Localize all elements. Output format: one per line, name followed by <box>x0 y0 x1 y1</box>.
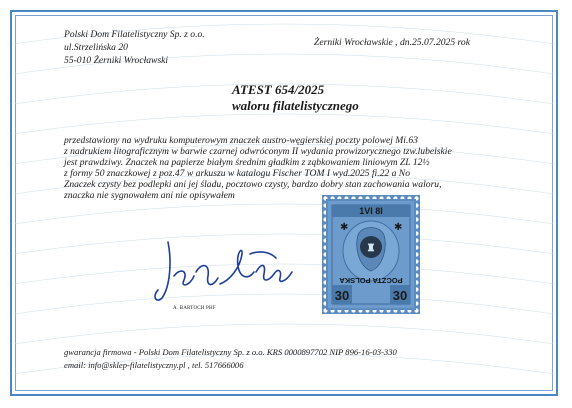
certificate-border <box>10 10 558 396</box>
footer-contact: email: info@sklep-filatelistyczny.pl , tel. 517666006 <box>64 360 244 370</box>
body-line: z nadrukiem litograficznym w barwie czarnej odwróconym II wydania prowizorycznego tzw.lubelskie <box>64 146 452 157</box>
signature-name-stamp: A. BARTOCH PHF <box>173 306 216 311</box>
svg-text:30: 30 <box>334 288 350 303</box>
footer-guarantee: gwarancja firmowa - Polski Dom Filatelistyczny Sp. z o.o. KRS 0000897702 NIP 896-16-03-330 <box>64 347 397 357</box>
certificate-subtitle: waloru filatelistycznego <box>232 98 359 113</box>
svg-text:✱: ✱ <box>340 222 349 233</box>
issuer-street: ul.Strzelińska 20 <box>64 42 128 53</box>
svg-text:30: 30 <box>392 288 408 303</box>
svg-text:1VI 8I: 1VI 8I <box>359 206 383 216</box>
handwritten-signature <box>150 232 300 312</box>
svg-text:POCZTA POLSKA: POCZTA POLSKA <box>339 276 403 285</box>
postage-stamp-image <box>322 195 420 314</box>
body-line: z formy 50 znaczkowej z poz.47 w arkuszu w katalogu Fischer TOM I wyd.2025 fi.22 a No <box>64 168 410 179</box>
certificate-title: ATEST 654/2025 <box>232 82 325 97</box>
body-line: Znaczek czysty bez podlepki ani jej śladu, pocztowo czysty, bardzo dobry stan zachowania waloru, <box>64 179 442 190</box>
issuer-name: Polski Dom Filatelistyczny Sp. z o.o. <box>64 29 205 40</box>
body-line: przedstawiony na wydruku komputerowym znaczek austro-węgierskiej poczty polowej Mi.63 <box>64 135 418 146</box>
svg-text:✱: ✱ <box>394 222 403 233</box>
svg-text:♜: ♜ <box>366 243 376 254</box>
body-line: jest prawdziwy. Znaczek na papierze białym średnim gładkim z ząbkowaniem liniowym ZL 12½ <box>64 157 430 168</box>
place-and-date: Żerniki Wrocławskie , dn.25.07.2025 rok <box>314 37 470 48</box>
issuer-city: 55-010 Żerniki Wrocławski <box>64 55 169 66</box>
body-line: znaczka nie sygnowałem ani nie opisywałem <box>64 190 235 201</box>
